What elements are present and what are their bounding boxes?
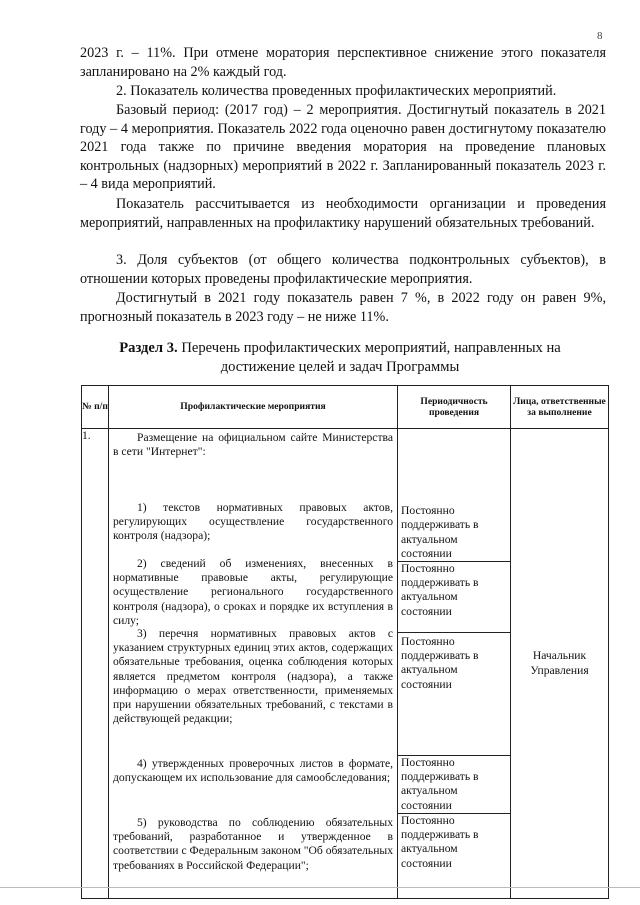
measure-intro: Размещение на официальном сайте Министерства в сети "Интернет":: [113, 431, 393, 459]
page-number: 8: [597, 30, 603, 42]
periodicity-cell: [398, 429, 511, 899]
section-heading: [90, 339, 590, 377]
measure-item-1: 1) текстов нормативных правовых актов, регулирующих осуществление государственного контроля (надзора);: [113, 501, 393, 543]
paragraph-continuation: 2023 г. – 11%. При отмене моратория перспективное снижение этого показателя запланировано на 2% каждый год.: [80, 45, 606, 80]
header-responsible: Лица, ответственные за выполнение: [511, 386, 609, 429]
measures-cell: [109, 429, 398, 899]
measure-item-4: 4) утвержденных проверочных листов в формате, допускающем их использование для самообследования;: [113, 757, 393, 785]
measure-item-2: 2) сведений об изменениях, внесенных в нормативные правовые акты, регулирующие осуществление регионального государственного контроля (надзора), о сроках и порядке их вступления в силу;: [113, 557, 393, 627]
periodicity-5: Постоянно поддерживать в актуальном состоянии: [401, 814, 479, 870]
periodicity-4: Постоянно поддерживать в актуальном состоянии: [398, 756, 510, 814]
measure-item-3: 3) перечня нормативных правовых актов с указанием структурных единиц этих актов, содержащих обязательные требования, оценка соблюдения которых является предметом контроля (надзора), а также информацию о мерах ответственности, применяемых при нарушении обязательных требований, с текстами в действующей редакции;: [113, 627, 393, 726]
paragraph-achieved: Достигнутый в 2021 году показатель равен 7 %, в 2022 году он равен 9%, прогнозный показатель в 2023 году – не ниже 11%.: [80, 290, 606, 325]
periodicity-1-text: Постоянно поддерживать в актуальном состоянии: [401, 504, 479, 560]
paragraph-indicator-2: 2. Показатель количества проведенных профилактических мероприятий.: [116, 83, 557, 99]
header-periodicity: Периодичность проведения: [398, 386, 511, 429]
paragraph-indicator-3: 3. Доля субъектов (от общего количества подконтрольных субъектов), в отношении которых проведены профилактические мероприятия.: [80, 252, 606, 287]
section-heading-bold: Раздел 3.: [119, 340, 178, 356]
measure-item-5: 5) руководства по соблюдению обязательных требований, разработанное и утвержденное в соответствии с Федеральным законом "Об обязательных требованиях в Российской Федерации";: [113, 816, 393, 872]
row-number: 1.: [82, 429, 109, 899]
header-number: № п/п: [82, 386, 109, 429]
paragraph-calculation: Показатель рассчитывается из необходимости организации и проведения мероприятий, направленных на профилактику нарушений обязательных требований.: [80, 196, 606, 231]
measures-table: [81, 385, 609, 899]
header-measures: Профилактические мероприятия: [109, 386, 398, 429]
page-bottom-line: [0, 887, 640, 888]
paragraph-base-period: Базовый период: (2017 год) – 2 мероприятия. Достигнутый показатель в 2021 году – 4 мероприятия. Показатель 2022 года оценочно равен достигнутому показателю 2021 года также по причине введения моратория на проведение плановых контрольных (надзорных) мероприятий в 2022 г. Запланированный показатель 2023 г. – 4 вида мероприятий.: [80, 102, 606, 193]
table-header-row: [82, 386, 609, 429]
table-row: [82, 429, 609, 899]
section-heading-text: Перечень профилактических мероприятий, направленных на достижение целей и задач Программы: [177, 340, 561, 375]
responsible-cell: Начальник Управления: [511, 429, 609, 899]
periodicity-2: Постоянно поддерживать в актуальном состоянии: [398, 562, 510, 633]
periodicity-3: Постоянно поддерживать в актуальном состоянии: [398, 633, 510, 756]
periodicity-1: [398, 429, 510, 562]
